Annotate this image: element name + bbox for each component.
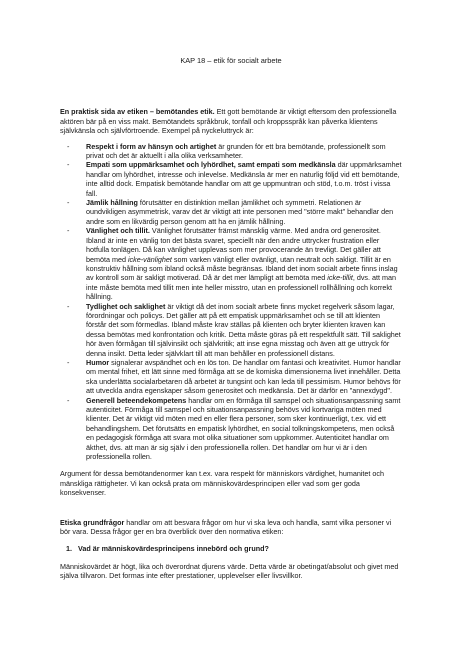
list-dash: - bbox=[67, 395, 70, 405]
list-item-vanlighet bbox=[60, 226, 402, 301]
italic-icke-tillit: icke-tillit bbox=[327, 273, 353, 283]
desc-empati: där uppmärksamhet handlar om lyhördhet, intresse och inlevelse. Medkänsla är mer en naturlig följd vid ett bemötande, inte alltid dock. Empatisk bemötande handlar om att ge uppmuntran och stöd, t.o.m. tröst i vissa fall. bbox=[86, 160, 402, 198]
key-expressions-list bbox=[60, 142, 402, 462]
term-jamlik: Jämlik hållning bbox=[86, 198, 138, 208]
question-heading bbox=[60, 544, 402, 553]
list-dash: - bbox=[67, 198, 70, 208]
italic-icke-vanlighet: icke-vänlighet bbox=[127, 254, 172, 264]
closing-paragraph: Människovärdet är högt, lika och överordnat djurens värde. Detta värde är obetingat/absolut och givet med själva tillvaron. Det formas inte efter prestationer, upplevelser eller livsvillkor. bbox=[60, 561, 399, 581]
list-item-jamlik bbox=[60, 198, 402, 226]
term-vanlighet: Vänlighet och tillit. bbox=[86, 226, 150, 236]
summary-paragraph: Argument för dessa bemötandenormer kan t.ex. vara respekt för människors värdighet, humanitet och mänskliga rättigheter. Vi kan också prata om människovärdesprincipen eller vad som ger goda konsekvenser. bbox=[60, 469, 384, 498]
desc-tydlighet: är viktigt då det inom socialt arbete finns mycket regelverk såsom lagar, förordningar och policys. Det gäller att på ett empatisk uppmärksamhet och se till att klienten förstår det som förmedlas. Ibland måste krav ställas på klienten och bryter klienten kraven kan dessa bemötas med konfrontation och kritik. Detta måste göras på ett respektfullt sätt. Till saklighet hör även förmågan till självinsikt och självkritik; att inse egna misstag och även att ge uttryck för denna insikt. Detta leder självklart till att man behåller en professionell distans. bbox=[86, 301, 401, 358]
list-dash: - bbox=[67, 226, 70, 236]
list-item-beteendekompetens bbox=[60, 396, 402, 462]
list-item-tydlighet bbox=[60, 302, 402, 358]
list-dash: - bbox=[67, 160, 70, 170]
list-dash: - bbox=[67, 301, 70, 311]
term-humor: Humor bbox=[86, 357, 110, 367]
intro-text: Ett gott bemötande är viktigt eftersom den professionella aktören bär på en viss makt. Bemötandets språkbruk, tonfall och kroppsspråk kan påverka klientens självkänsla och självförtroende. Exempel på nyckeluttryck är: bbox=[60, 107, 397, 136]
question-text: Vad är människovärdesprincipens innebörd och grund? bbox=[78, 544, 269, 554]
desc-vanlighet-1: Vänlighet förutsätter främst mänsklig värme. Med andra ord generositet. Ibland är inte en vänlig ton det bästa svaret, speciellt när den andre uttrycker frustration eller hotfulla tonlägen. Då kan vänlighet upplevas som mer provocerande än trevligt. Det gäller att bemöta med bbox=[86, 226, 381, 264]
grundfragor-heading: Etiska grundfrågor bbox=[60, 517, 125, 527]
desc-vanlighet-3: , dvs. att man inte måste bemöta med tillit men inte heller misstro, utan en professionell rollhållning och korrekt hållning. bbox=[86, 273, 396, 302]
intro-heading: En praktisk sida av etiken – bemötandes etik. bbox=[60, 107, 215, 117]
desc-jamlik: förutsätter en distinktion mellan jämlikhet och symmetri. Relationen är oundvikligen asymmetrisk, varav det är viktigt att inte personen med "större makt" behandlar den andre som en likvärdig person genom att ha en jämlik hållning. bbox=[86, 198, 394, 226]
page-title: KAP 18 – etik för socialt arbete bbox=[180, 56, 282, 65]
grundfragor-text: handlar om att besvara frågor om hur vi ska leva och handla, samt vilka personer vi bör vara. Dessa frågor ger en bra överblick över den normativa etiken: bbox=[60, 517, 392, 537]
list-item-respekt bbox=[60, 142, 402, 161]
term-tydlighet: Tydlighet och saklighet bbox=[86, 301, 166, 311]
term-empati: Empati som uppmärksamhet och lyhördhet, samt empati som medkänsla bbox=[86, 160, 336, 170]
term-beteendekompetens: Generell beteendekompetens bbox=[86, 395, 187, 405]
desc-vanlighet-2: som varken vänligt eller ovänligt, utan neutralt och sakligt. Tillit är en konstruktiv hållning som ibland också måste begränsas. Ibland det inom socialt arbete finns inslag av kontroll som är sakligt motiverad. Då är det mer lämpligt att bemöta med bbox=[86, 254, 398, 283]
term-respekt: Respekt i form av hänsyn och artighet bbox=[86, 141, 217, 151]
list-item-humor bbox=[60, 358, 402, 396]
desc-respekt: är grunden för ett bra bemötande, professionellt som privat och det är aktuellt i alla olika verksamheter. bbox=[86, 141, 386, 161]
desc-beteendekompetens: handlar om en förmåga till samspel och situationsanpassning samt autenticitet. Förmåga till samspel och situationsanpassning behövs vid kortvariga möten med klienter. Det är viktigt vid möten med en eller flera personer, som sker kontinuerligt, t.ex. vid ett behandlingshem. Det förutsätts en empatisk lyhördhet, en social tolkningskompetens, men också en pedagogisk förmåga att svara mot olika situationer som uppkommer. Autenticitet handlar om äkthet, dvs. att man är sig själv i den professionella rollen. Det handlar om hur vi är i den professionella rollen. bbox=[86, 395, 401, 462]
grundfragor-paragraph bbox=[60, 518, 402, 537]
intro-paragraph bbox=[60, 107, 402, 135]
list-dash: - bbox=[67, 141, 70, 151]
list-dash: - bbox=[67, 357, 70, 367]
desc-humor: signalerar avspändhet och en lös ton. De handlar om fantasi och kreativitet. Humor handlar om mental frihet, ett lätt sinne med förmåga att se de komiska dimensionerna livet innehåller. Detta ska underlätta socialarbetaren då arbetet är tungsint och kan leda till pessimism. Humor behövs för att utveckla andra egenskaper såsom generositet och medkänsla. Det är därför en "annexdygd". bbox=[86, 357, 401, 396]
question-number: 1. bbox=[66, 544, 72, 554]
list-item-empati bbox=[60, 160, 402, 198]
